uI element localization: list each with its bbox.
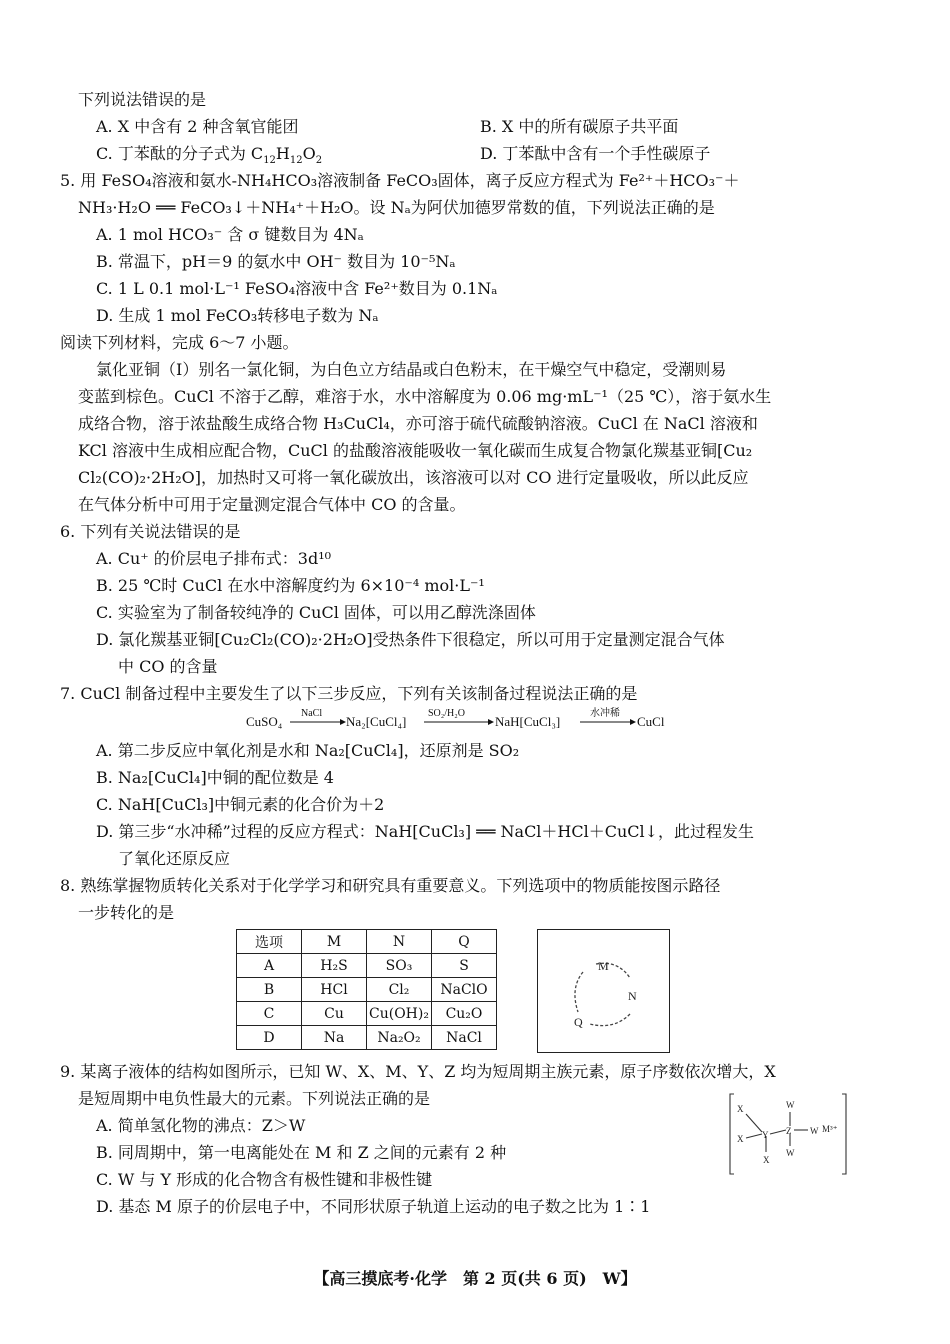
table-cell: Na₂O₂ bbox=[367, 1026, 432, 1050]
atom-w-3: W bbox=[810, 1126, 819, 1136]
table-header-row bbox=[237, 930, 497, 954]
q7-stem: 7. CuCl 制备过程中主要发生了以下三步反应，下列有关该制备过程说法正确的是 bbox=[60, 684, 638, 703]
q6-stem: 6. 下列有关说法错误的是 bbox=[60, 522, 241, 541]
table-row bbox=[237, 978, 497, 1002]
q4-option-a: A. X 中含有 2 种含氧官能团 bbox=[96, 117, 299, 136]
q7-option-b: B. Na₂[CuCl₄]中铜的配位数是 4 bbox=[96, 768, 334, 787]
q7-reagent-2: SO₂/H₂O bbox=[428, 708, 465, 719]
q6-option-d-line2: 中 CO 的含量 bbox=[118, 657, 218, 676]
cycle-arrow-n-q bbox=[590, 1014, 630, 1026]
table-header-cell: M bbox=[302, 930, 367, 954]
reading-line-3: 成络合物，溶于浓盐酸生成络合物 H₃CuCl₄，亦可溶于硫代硫酸钠溶液。CuCl 在 NaCl 溶液和 bbox=[78, 414, 758, 433]
q7-option-d-line1: D. 第三步“水冲稀”过程的反应方程式：NaH[CuCl₃] ══ NaCl＋HCl＋CuCl↓，此过程发生 bbox=[96, 822, 755, 841]
table-cell: D bbox=[237, 1026, 302, 1050]
node-m: M bbox=[598, 959, 609, 973]
q5-option-a: A. 1 mol HCO₃⁻ 含 σ 键数目为 4Nₐ bbox=[96, 225, 364, 244]
q4-stem: 下列说法错误的是 bbox=[78, 90, 207, 109]
table-cell: Cu bbox=[302, 1002, 367, 1026]
bond-x-y-2 bbox=[746, 1134, 762, 1138]
table-cell: Cl₂ bbox=[367, 978, 432, 1002]
q4-option-d: D. 丁苯酞中含有一个手性碳原子 bbox=[480, 144, 711, 163]
node-n: N bbox=[628, 989, 637, 1003]
q9-option-a: A. 简单氢化物的沸点：Z＞W bbox=[96, 1116, 306, 1135]
q6-option-b: B. 25 ℃时 CuCl 在水中溶解度约为 6×10⁻⁴ mol·L⁻¹ bbox=[96, 576, 485, 595]
bracket-right bbox=[842, 1094, 846, 1174]
table-cell: B bbox=[237, 978, 302, 1002]
q9-option-b: B. 同周期中，第一电离能处在 M 和 Z 之间的元素有 2 种 bbox=[96, 1143, 507, 1162]
table-row bbox=[237, 1026, 497, 1050]
atom-y: Y bbox=[762, 1130, 769, 1140]
table-cell: C bbox=[237, 1002, 302, 1026]
q8-cycle-diagram bbox=[537, 929, 670, 1053]
reading-intro: 阅读下列材料，完成 6～7 小题。 bbox=[60, 333, 299, 352]
q9-ionic-liquid-structure bbox=[728, 1088, 858, 1180]
table-row bbox=[237, 1002, 497, 1026]
q7-reaction-scheme bbox=[246, 706, 686, 732]
bracket-left bbox=[730, 1094, 734, 1174]
table-cell: S bbox=[432, 954, 497, 978]
q4-option-c: C. 丁苯酞的分子式为 $C_{12}H_{12}O_2$ bbox=[96, 144, 323, 167]
q5-option-b: B. 常温下，pH＝9 的氨水中 OH⁻ 数目为 10⁻⁵Nₐ bbox=[96, 252, 456, 271]
bond-x-y-1 bbox=[746, 1114, 762, 1132]
q9-stem-line1: 9. 某离子液体的结构如图所示，已知 W、X、M、Y、Z 均为短周期主族元素，原子序数依次增大，X bbox=[60, 1062, 776, 1081]
reading-line-1: 氯化亚铜（Ⅰ）别名一氯化铜，为白色立方结晶或白色粉末，在干燥空气中稳定，受潮则易 bbox=[96, 360, 727, 379]
cation-m: M³⁺ bbox=[822, 1124, 838, 1134]
q7-reagent-3: 水冲稀 bbox=[590, 708, 620, 719]
q7-arrow-3-head bbox=[630, 719, 636, 725]
q5-option-c: C. 1 L 0.1 mol·L⁻¹ FeSO₄溶液中含 Fe²⁺数目为 0.1Nₐ bbox=[96, 279, 498, 298]
q5-stem-line1: 5. 用 FeSO₄溶液和氨水-NH₄HCO₃溶液制备 FeCO₃固体，离子反应方程式为 Fe²⁺＋HCO₃⁻＋ bbox=[60, 171, 740, 190]
reading-line-4: KCl 溶液中生成相应配合物，CuCl 的盐酸溶液能吸收一氧化碳而生成复合物氯化羰基亚铜[Cu₂ bbox=[78, 441, 753, 460]
reading-line-5: Cl₂(CO)₂·2H₂O]，加热时又可将一氧化碳放出，该溶液可以对 CO 进行定量吸收，所以此反应 bbox=[78, 468, 749, 487]
atom-x-3: X bbox=[763, 1155, 770, 1165]
atom-w-2: W bbox=[786, 1148, 795, 1158]
table-cell: HCl bbox=[302, 978, 367, 1002]
bond-y-z bbox=[770, 1130, 786, 1134]
reading-line-2: 变蓝到棕色。CuCl 不溶于乙醇，难溶于水，水中溶解度为 0.06 mg·mL⁻¹（25 ℃），溶于氨水生 bbox=[78, 387, 772, 406]
reading-line-6: 在气体分析中可用于定量测定混合气体中 CO 的含量。 bbox=[78, 495, 466, 514]
q6-option-c: C. 实验室为了制备较纯净的 CuCl 固体，可以用乙醇洗涤固体 bbox=[96, 603, 536, 622]
q6-option-d-line1: D. 氯化羰基亚铜[Cu₂Cl₂(CO)₂·2H₂O]受热条件下很稳定，所以可用于定量测定混合气体 bbox=[96, 630, 725, 649]
table-cell: NaCl bbox=[432, 1026, 497, 1050]
table-cell: Cu₂O bbox=[432, 1002, 497, 1026]
table-header-cell: 选项 bbox=[237, 930, 302, 954]
q9-stem-line2: 是短周期中电负性最大的元素。下列说法正确的是 bbox=[78, 1089, 431, 1108]
q8-stem-line2: 一步转化的是 bbox=[78, 903, 175, 922]
q8-stem-line1: 8. 熟练掌握物质转化关系对于化学学习和研究具有重要意义。下列选项中的物质能按图示路径 bbox=[60, 876, 721, 895]
cycle-arrow-m-q bbox=[575, 972, 583, 1012]
q5-option-d: D. 生成 1 mol FeCO₃转移电子数为 Nₐ bbox=[96, 306, 379, 325]
page-footer: 【高三摸底考·化学 第 2 页(共 6 页) W】 bbox=[313, 1269, 637, 1288]
q7-species-3: NaH[CuCl₃] bbox=[495, 714, 561, 729]
atom-w-1: W bbox=[786, 1100, 795, 1110]
q7-option-d-line2: 了氧化还原反应 bbox=[118, 849, 231, 868]
q7-option-a: A. 第二步反应中氧化剂是水和 Na₂[CuCl₄]，还原剂是 SO₂ bbox=[96, 741, 520, 760]
atom-x-1: X bbox=[737, 1104, 744, 1114]
q4-option-b: B. X 中的所有碳原子共平面 bbox=[480, 117, 679, 136]
table-cell: A bbox=[237, 954, 302, 978]
table-cell: H₂S bbox=[302, 954, 367, 978]
q5-stem-line2: NH₃·H₂O ══ FeCO₃↓＋NH₄⁺＋H₂O。设 Nₐ为阿伏加德罗常数的值，下列说法正确的是 bbox=[78, 198, 715, 217]
table-header-cell: N bbox=[367, 930, 432, 954]
q7-arrow-2-head bbox=[488, 719, 494, 725]
atom-z: Z bbox=[786, 1126, 792, 1136]
table-header-cell: Q bbox=[432, 930, 497, 954]
table-cell: Na bbox=[302, 1026, 367, 1050]
q7-reagent-1: NaCl bbox=[301, 708, 323, 719]
q7-option-c: C. NaH[CuCl₃]中铜元素的化合价为＋2 bbox=[96, 795, 385, 814]
q8-cycle-svg bbox=[538, 930, 669, 1052]
q7-species-2: Na₂[CuCl₄] bbox=[346, 714, 407, 729]
table-row bbox=[237, 954, 497, 978]
q9-option-d: D. 基态 M 原子的价层电子中，不同形状原子轨道上运动的电子数之比为 1∶1 bbox=[96, 1197, 651, 1216]
table-cell: SO₃ bbox=[367, 954, 432, 978]
table-cell: Cu(OH)₂ bbox=[367, 1002, 432, 1026]
q7-species-1: CuSO₄ bbox=[246, 714, 283, 729]
q8-table bbox=[236, 929, 497, 1050]
q7-species-4: CuCl bbox=[637, 714, 665, 729]
node-q: Q bbox=[574, 1015, 583, 1029]
atom-x-2: X bbox=[737, 1134, 744, 1144]
q9-option-c: C. W 与 Y 形成的化合物含有极性键和非极性键 bbox=[96, 1170, 433, 1189]
q6-option-a: A. Cu⁺ 的价层电子排布式：3d¹⁰ bbox=[96, 549, 332, 568]
table-cell: NaClO bbox=[432, 978, 497, 1002]
